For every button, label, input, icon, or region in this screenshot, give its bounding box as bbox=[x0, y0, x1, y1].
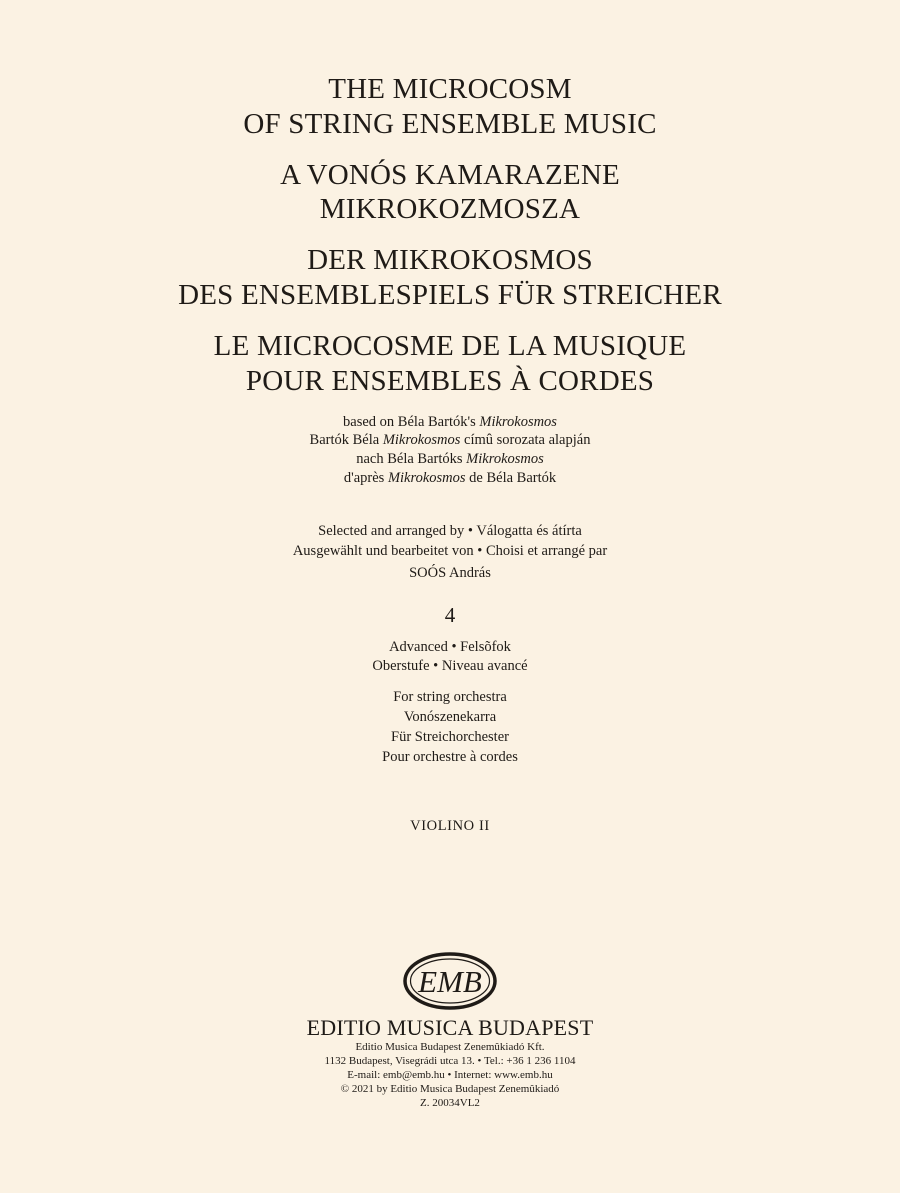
title-hungarian-line-1: A VONÓS KAMARAZENE bbox=[280, 159, 620, 191]
based-on-german bbox=[0, 450, 900, 468]
publisher-address: 1132 Budapest, Visegrádi utca 13. • Tel.: +36 1 236 1104 bbox=[324, 1055, 576, 1067]
title-german-line-2: DES ENSEMBLESPIELS FÜR STREICHER bbox=[178, 279, 722, 311]
based-on-hungarian bbox=[0, 431, 900, 449]
emb-logo-text: EMB bbox=[418, 964, 482, 999]
volume-number: 4 bbox=[444, 603, 456, 627]
title-english-line-2: OF STRING ENSEMBLE MUSIC bbox=[243, 108, 657, 140]
based-on-hungarian-suffix: címû sorozata alapján bbox=[460, 432, 591, 448]
publisher-contact: E-mail: emb@emb.hu • Internet: www.emb.hu bbox=[347, 1069, 553, 1081]
based-on-french-prefix: d'après bbox=[343, 470, 388, 486]
based-on-french bbox=[0, 469, 900, 487]
based-on-hungarian-prefix: Bartók Béla bbox=[309, 432, 383, 448]
based-on-english-work: Mikrokosmos bbox=[479, 414, 557, 430]
title-english-line-1: THE MICROCOSM bbox=[328, 73, 572, 105]
title-french-line-1: LE MICROCOSME DE LA MUSIQUE bbox=[213, 330, 687, 362]
publisher-copyright: © 2021 by Editio Musica Budapest Zenemûkiadó bbox=[340, 1083, 560, 1095]
emb-logo-svg bbox=[400, 950, 500, 1012]
instrumentation-french: Pour orchestre à cordes bbox=[382, 749, 518, 765]
emb-logo-icon bbox=[400, 950, 500, 1012]
instrumentation-hungarian: Vonószenekarra bbox=[403, 709, 497, 725]
based-on-french-work: Mikrokosmos bbox=[387, 470, 466, 486]
based-on-english-prefix: based on Béla Bartók's bbox=[343, 414, 480, 430]
part-name: VIOLINO II bbox=[410, 818, 490, 834]
based-on-french-suffix: de Béla Bartók bbox=[465, 470, 557, 486]
publisher-company: Editio Musica Budapest Zenemûkiadó Kft. bbox=[355, 1041, 545, 1053]
catalog-number: Z. 20034VL2 bbox=[420, 1097, 480, 1109]
title-german-line-1: DER MIKROKOSMOS bbox=[307, 244, 593, 276]
instrumentation-german: Für Streichorchester bbox=[391, 729, 509, 745]
title-hungarian-line-2: MIKROKOZMOSZA bbox=[319, 193, 581, 225]
publisher-name: EDITIO MUSICA BUDAPEST bbox=[306, 1015, 594, 1040]
arranger-credit-line-2: Ausgewählt und bearbeitet von • Choisi et arrangé par bbox=[292, 543, 608, 559]
based-on-german-prefix: nach Béla Bartóks bbox=[356, 451, 467, 467]
based-on-english bbox=[0, 413, 900, 431]
level-line-1: Advanced • Felsõfok bbox=[389, 639, 511, 655]
arranger-name: SOÓS András bbox=[409, 565, 491, 581]
level-line-2: Oberstufe • Niveau avancé bbox=[372, 658, 528, 674]
based-on-hungarian-work: Mikrokosmos bbox=[382, 432, 461, 448]
based-on-german-work: Mikrokosmos bbox=[466, 451, 544, 467]
instrumentation-english: For string orchestra bbox=[393, 689, 507, 705]
title-french-line-2: POUR ENSEMBLES À CORDES bbox=[245, 365, 655, 397]
arranger-credit-line-1: Selected and arranged by • Válogatta és átírta bbox=[318, 523, 582, 539]
